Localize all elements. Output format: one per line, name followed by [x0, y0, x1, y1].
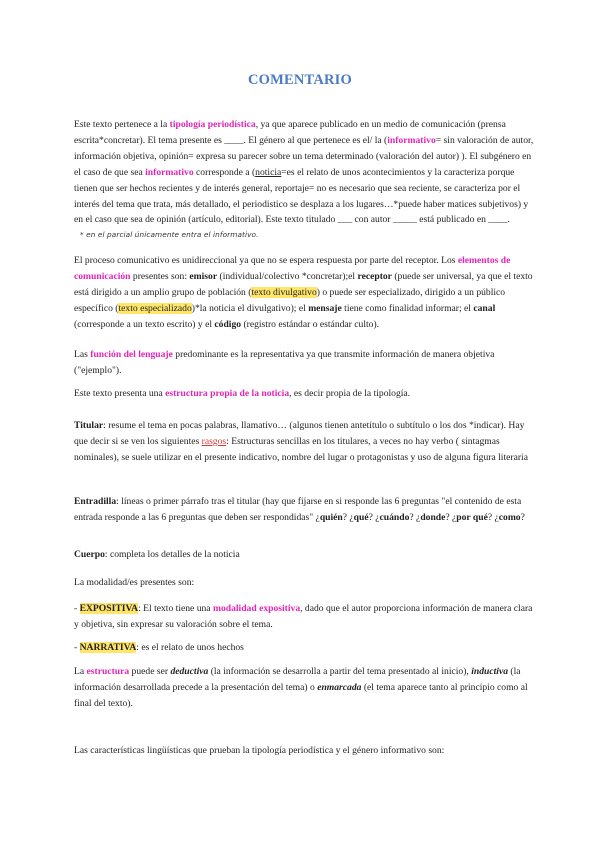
text: (individual/colectivo *concretar);el	[217, 270, 358, 282]
text: ? ¿	[487, 511, 499, 523]
text: Las	[74, 349, 91, 360]
text: ? ¿	[409, 511, 421, 523]
page-title: COMENTARIO	[247, 72, 353, 88]
text: La	[74, 666, 87, 677]
paragraph-function	[74, 347, 536, 379]
text: : resume el tema en pocas palabras, llamativo… (algunos tienen antetítulo o subtítulo o los dos *indicar). Hay que decir si se ven los siguientes	[74, 420, 525, 447]
bold-codigo: código	[214, 318, 242, 330]
keyword-tipologia: tipología periodística	[169, 119, 256, 130]
text: -	[74, 642, 80, 653]
paragraph-caracteristicas	[74, 743, 536, 759]
bold-mensaje: mensaje	[308, 302, 342, 314]
text: Este texto presenta una	[74, 388, 166, 399]
text: ? ¿	[342, 511, 354, 523]
bold-entradilla: Entradilla	[74, 496, 117, 507]
text: : es el relato de unos hechos	[136, 642, 244, 653]
text: predominante es la representativa ya que transmite información de manera objetiva ("ejemplo").	[74, 349, 495, 376]
text: El proceso comunicativo es unidireccional ya que no se espera respuesta por parte del receptor. Los	[74, 255, 458, 266]
paragraph-cuerpo	[74, 547, 536, 563]
text: (registro estándar o estándar culto).	[241, 318, 380, 330]
bold-que: qué	[353, 511, 369, 523]
paragraph-modalidad	[74, 575, 536, 591]
text: (corresponde a un texto escrito) y el	[74, 318, 215, 330]
bold-como: como	[498, 511, 521, 523]
text: , dado que el autor proporciona información de manera clara y objetiva, sin expresar su valoración sobre el tema.	[74, 603, 533, 630]
text: = sin valoración de autor, información objetiva, opinión= expresa su parecer sobre un tema determinado (valoración del autor) ). El subgénero en el caso de que sea	[74, 134, 534, 178]
highlight-especializado: texto especializado	[118, 302, 192, 314]
keyword-elementos: elementos de comunicación	[74, 255, 511, 282]
keyword-modalidad-expositiva: modalidad expositiva	[212, 603, 301, 614]
text: -	[74, 603, 80, 614]
text: , es decir propia de la tipología.	[289, 388, 411, 399]
text: La modalidad/es presentes son:	[74, 577, 195, 588]
bold-titular: Titular	[74, 420, 104, 431]
text: : completa los detalles de la noticia	[104, 549, 240, 560]
bold-donde: donde	[420, 511, 446, 523]
bold-receptor: receptor	[357, 270, 392, 282]
text: : El texto tiene una	[138, 603, 213, 614]
text: )*la noticia el divulgativo); el	[191, 302, 309, 314]
text: ? ¿	[368, 511, 380, 523]
bold-italic-deductiva: deductiva	[170, 666, 209, 677]
text: presentes son:	[130, 270, 190, 282]
handwritten-note: * en el parcial únicamente entra el informativo.	[80, 230, 259, 239]
paragraph-structure	[74, 386, 536, 402]
keyword-estructura-noticia: estructura propia de la noticia	[165, 388, 290, 399]
bold-cuando: cuándo	[379, 511, 410, 523]
paragraph-estructura	[74, 664, 536, 712]
text: =es el relato de unos acontecimientos y la caracteriza porque tienen que ser hechos recientes y de interés general, reportaje= no es necesario que sea reciente, se caracteriza por el interés del tema que trata, más detallado, el periodistico se desplaza a los lugares…*puede haber matices subjetivos) y en el caso que sea de opinión (artículo, editorial). Este texto titulado ___ con autor _____ está publicado en ____.	[74, 166, 529, 226]
paragraph-communication	[74, 253, 536, 333]
underlined-noticia: noticia	[255, 166, 282, 178]
bold-porque: por qué	[456, 511, 488, 523]
paragraph-narrativa	[74, 640, 536, 656]
paragraph-entradilla	[74, 494, 536, 526]
text: , ya que aparece publicado en un medio de comunicación (prensa escrita*concretar). El tema presente es ____. El género al que pertenece es el/ la (	[74, 119, 506, 146]
keyword-estructura: estructura	[86, 666, 130, 677]
highlight-divulgativo: texto divulgativo	[251, 286, 317, 298]
text: (puede ser universal, ya que el texto está dirigido a un amplio grupo de población (	[74, 270, 533, 298]
paragraph-titular	[74, 418, 536, 466]
highlight-expositiva: EXPOSITIVA	[79, 603, 139, 614]
text: : Estructuras sencillas en los titulares, a veces no hay verbo ( sintagmas nominales), se suele utilizar en el presente indicativo, nombre del lugar o protagonistas y uso de alguna figura literaria	[74, 435, 528, 463]
link-rasgos: rasgos	[201, 435, 227, 447]
bold-quien: quién	[319, 511, 343, 523]
text: Las características lingüísticas que prueban la tipología periodística y el género informativo son:	[74, 745, 445, 756]
text: ) o puede ser especializado, dirigido a un público específico (	[74, 286, 506, 314]
text: Este texto pertenece a la	[74, 119, 170, 130]
bold-emisor: emisor	[189, 270, 218, 282]
keyword-informativo-2: informativo	[145, 166, 194, 178]
text: puede ser	[129, 666, 171, 677]
text: (la información desarrollada precede a la presentación del tema) o	[74, 666, 521, 693]
highlight-narrativa: NARRATIVA	[79, 642, 137, 653]
paragraph-typology	[74, 117, 536, 228]
bold-cuerpo: Cuerpo	[74, 549, 105, 560]
bold-canal: canal	[473, 302, 496, 314]
text: ? ¿	[445, 511, 457, 523]
text: (la información se desarrolla a partir del tema presentado al inicio),	[208, 666, 472, 677]
paragraph-expositiva	[74, 601, 536, 633]
bold-italic-inductiva: inductiva	[471, 666, 508, 677]
text: corresponde a (	[193, 166, 256, 178]
text: : líneas o primer párrafo tras el titular (hay que fijarse en si responde las 6 preguntas "el contenido de esta entrada responde a las 6 preguntas que deben ser respondidas" ¿	[74, 496, 522, 523]
bold-italic-enmarcada: enmarcada	[317, 681, 362, 693]
keyword-informativo: informativo	[387, 134, 436, 146]
keyword-funcion: función del lenguaje	[90, 349, 173, 360]
text: tiene como finalidad informar; el	[341, 302, 474, 314]
text: (el tema aparece tanto al principio como al final del texto).	[74, 681, 528, 709]
text: ?	[520, 511, 525, 523]
